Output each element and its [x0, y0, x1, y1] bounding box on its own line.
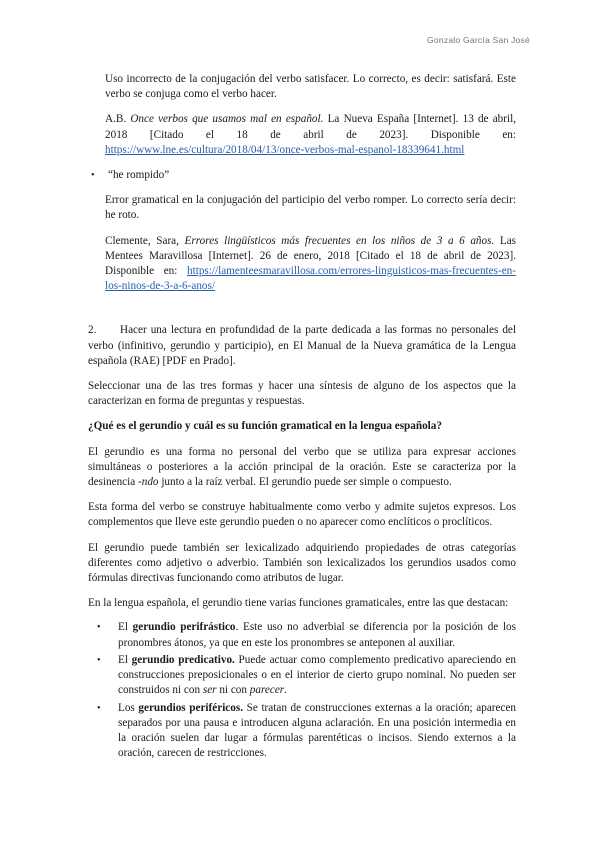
bullet-icon: •: [91, 170, 95, 182]
list-item: • El gerundio predicativo. Puede actuar como complemento predicativo apareciendo en construcciones preposicionales o en el interior de cierto grupo nominal. No pueden ser construidos ni con ser ni con parecer.: [97, 653, 516, 697]
bullet-he-rompido: [91, 168, 516, 183]
section-2-instruction: Seleccionar una de las tres formas y hacer una síntesis de alguno de los aspectos que la caracterizan en forma de preguntas y respuestas.: [88, 380, 516, 408]
gerund-functions-list: [88, 620, 516, 761]
section-2-question: ¿Qué es el gerundio y cuál es su función gramatical en la lengua española?: [88, 420, 442, 433]
reference-1: [105, 112, 516, 158]
desinence-ndo: -ndo: [138, 476, 159, 489]
explanation-satisfacer: Uso incorrecto de la conjugación del verbo satisfacer. Lo correcto, es decir: satisfará. Este verbo se conjuga como el verbo hacer.: [105, 73, 516, 101]
list-item: • El gerundio perifrástico. Este uso no adverbial se diferencia por la posición de los pronombres átonos, ya que en este los pronombres se anteponen al auxiliar.: [97, 621, 516, 649]
section-2-number: 2.: [88, 324, 97, 337]
term-predicativo: gerundio predicativo.: [131, 653, 235, 666]
answer-paragraph-1: El gerundio es una forma no personal del verbo que se utiliza para expresar acciones simultáneas o posteriores a la acción principal de la oración. Este se caracteriza por la desinencia -ndo junto a la raíz verbal. El gerundio puede ser simple o compuesto.: [88, 445, 516, 489]
document-body: [88, 72, 516, 763]
reference-2-title: Errores lingüísticos más frecuentes en los niños de 3 a 6 años.: [184, 234, 495, 247]
reference-2: [105, 234, 516, 295]
page-header-author: Gonzalo García San José: [426, 35, 530, 45]
reference-2-link[interactable]: https://lamenteesmaravillosa.com/errores-linguisticos-mas-frecuentes-en-los-ninos-de-3-a-6-anos/: [105, 265, 516, 293]
list-item: • Los gerundios periféricos. Se tratan de construcciones externas a la oración; aparecen separados por una pausa e introducen alguna aclaración. En una posición intermedia en la oración suelen dar lugar a fórmulas parentéticas o incisos. Siendo externos a la oración, carecen de restricciones.: [97, 701, 517, 760]
answer-paragraph-3: El gerundio puede también ser lexicalizado adquiriendo propiedades de otras categorías diferentes como adjetivo o adverbio. También son lexicalizados los gerundios usados como fórmulas directivas funcionando como atributos de lugar.: [88, 541, 516, 585]
section-2-prompt: [88, 323, 516, 369]
reference-1-details: La Nueva España [Internet]. 13 de abril, 2018 [Citado el 18 de abril de 2023]. Disponible en:: [105, 113, 516, 141]
bullet-icon: •: [97, 654, 101, 666]
section-2-text: Hacer una lectura en profundidad de la parte dedicada a las formas no personales del verbo (infinitivo, gerundio y participio), en El Manual de la Nueva gramática de la Lengua española (RAE) [PDF en Prado].: [88, 324, 516, 367]
reference-2-author: Clemente, Sara,: [105, 234, 179, 247]
term-perifrastico: gerundio perifrástico: [132, 621, 236, 634]
explanation-romper: Error gramatical en la conjugación del participio del verbo romper. Lo correcto sería decir: he roto.: [105, 194, 516, 222]
answer-paragraph-2: Esta forma del verbo se construye habitualmente como verbo y admite sujetos expresos. Los complementos que lleve este gerundio pueden o no aparecer como enclíticos o proclíticos.: [88, 501, 516, 529]
bullet-icon: •: [97, 702, 101, 714]
reference-1-title: Once verbos que usamos mal en español.: [130, 113, 324, 126]
answer-paragraph-4: En la lengua española, el gerundio tiene varias funciones gramaticales, entre las que destacan:: [88, 597, 509, 610]
bullet-he-rompido-text: “he rompido”: [108, 169, 170, 182]
term-perifericos: gerundios periféricos.: [138, 701, 244, 714]
bullet-icon: •: [97, 622, 101, 634]
reference-2-details: Las Mentees Maravillosa [Internet]. 26 de enero, 2018 [Citado el 18 de abril de 2023]. Disponible en:: [105, 234, 517, 278]
reference-1-author: A.B.: [105, 113, 127, 126]
reference-1-link[interactable]: https://www.lne.es/cultura/2018/04/13/once-verbos-mal-espanol-18339641.html: [105, 143, 465, 156]
